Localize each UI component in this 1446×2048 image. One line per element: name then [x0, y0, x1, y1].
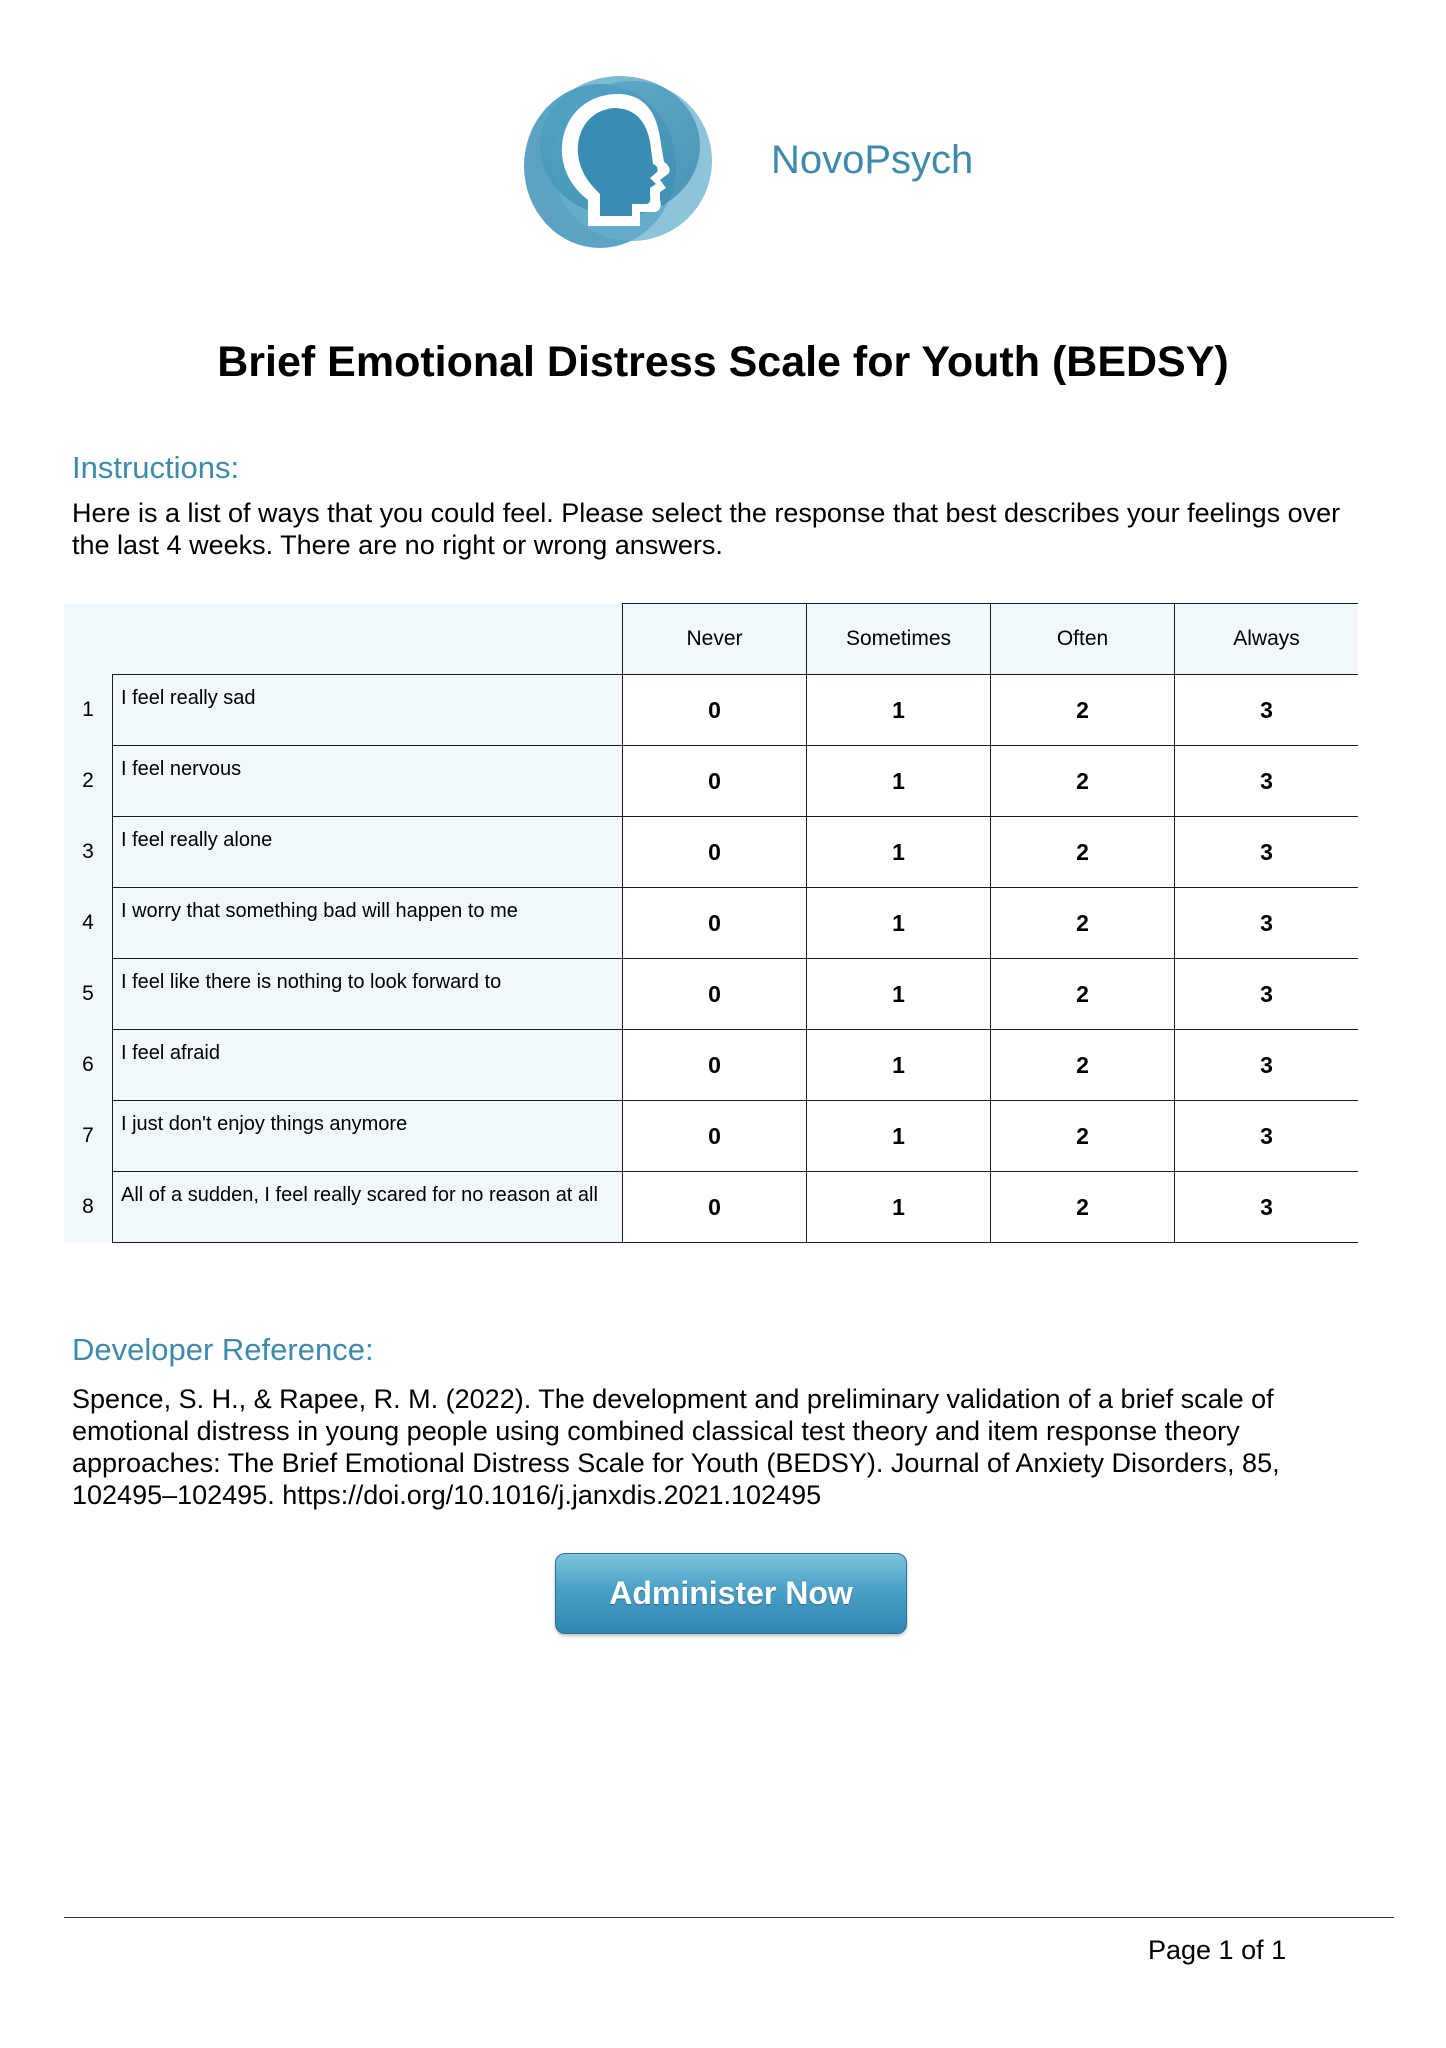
response-option-never[interactable]: 0: [623, 1101, 807, 1172]
response-option-never[interactable]: 0: [623, 1030, 807, 1101]
response-option-sometimes[interactable]: 1: [807, 817, 991, 888]
instructions-heading: Instructions:: [72, 450, 240, 485]
table-row: [64, 1101, 1358, 1172]
response-option-sometimes[interactable]: 1: [807, 888, 991, 959]
scale-table: [64, 603, 1358, 1243]
column-header-always: Always: [1175, 604, 1359, 675]
table-row: [64, 1172, 1358, 1243]
header-blank: [64, 604, 113, 675]
column-header-never: Never: [623, 604, 807, 675]
reference-text: Spence, S. H., & Rapee, R. M. (2022). The development and preliminary validation of a brief scale of emotional distress in young people using combined classical test theory and item response theory approaches: The Brief Emotional Distress Scale for Youth (BEDSY). Journal of Anxiety Disorders, 85, 102495–102495. https://doi.org/10.1016/j.janxdis.2021.102495: [72, 1384, 1280, 1510]
item-number: 4: [64, 888, 113, 959]
page-number: Page 1 of 1: [1148, 1935, 1287, 1965]
response-option-often[interactable]: 2: [991, 1030, 1175, 1101]
novopsych-logo: [520, 66, 715, 252]
table-row: [64, 888, 1358, 959]
response-option-always[interactable]: 3: [1175, 817, 1359, 888]
table-row: [64, 746, 1358, 817]
footer-divider: [64, 1917, 1394, 1918]
response-option-never[interactable]: 0: [623, 675, 807, 746]
item-number: 1: [64, 675, 113, 746]
item-text: I feel nervous: [113, 746, 623, 817]
response-option-often[interactable]: 2: [991, 888, 1175, 959]
response-option-often[interactable]: 2: [991, 675, 1175, 746]
response-option-often[interactable]: 2: [991, 746, 1175, 817]
table-row: [64, 959, 1358, 1030]
column-header-often: Often: [991, 604, 1175, 675]
response-option-always[interactable]: 3: [1175, 1101, 1359, 1172]
response-option-always[interactable]: 3: [1175, 675, 1359, 746]
response-option-sometimes[interactable]: 1: [807, 746, 991, 817]
response-option-always[interactable]: 3: [1175, 1030, 1359, 1101]
item-number: 3: [64, 817, 113, 888]
item-number: 8: [64, 1172, 113, 1243]
response-option-sometimes[interactable]: 1: [807, 959, 991, 1030]
response-option-never[interactable]: 0: [623, 817, 807, 888]
table-header-row: [64, 604, 1358, 675]
instructions-text: Here is a list of ways that you could feel. Please select the response that best describes your feelings over the last 4 weeks. There are no right or wrong answers.: [72, 498, 1341, 560]
item-text: I feel afraid: [113, 1030, 623, 1101]
header-blank: [113, 604, 623, 675]
table-row: [64, 817, 1358, 888]
response-option-always[interactable]: 3: [1175, 1172, 1359, 1243]
response-option-often[interactable]: 2: [991, 1101, 1175, 1172]
item-text: All of a sudden, I feel really scared for no reason at all: [113, 1172, 623, 1243]
item-text: I feel really sad: [113, 675, 623, 746]
item-number: 5: [64, 959, 113, 1030]
response-option-always[interactable]: 3: [1175, 888, 1359, 959]
page-title: Brief Emotional Distress Scale for Youth (BEDSY): [217, 338, 1229, 386]
head-profile-logo-icon: [520, 66, 715, 252]
response-option-sometimes[interactable]: 1: [807, 675, 991, 746]
item-text: I feel really alone: [113, 817, 623, 888]
response-option-sometimes[interactable]: 1: [807, 1172, 991, 1243]
item-text: I feel like there is nothing to look forward to: [113, 959, 623, 1030]
response-option-never[interactable]: 0: [623, 959, 807, 1030]
item-number: 6: [64, 1030, 113, 1101]
response-option-always[interactable]: 3: [1175, 959, 1359, 1030]
item-number: 7: [64, 1101, 113, 1172]
administer-now-button[interactable]: Administer Now: [555, 1553, 907, 1634]
table-row: [64, 1030, 1358, 1101]
item-number: 2: [64, 746, 113, 817]
response-option-often[interactable]: 2: [991, 1172, 1175, 1243]
column-header-sometimes: Sometimes: [807, 604, 991, 675]
response-option-always[interactable]: 3: [1175, 746, 1359, 817]
response-option-sometimes[interactable]: 1: [807, 1101, 991, 1172]
response-option-never[interactable]: 0: [623, 888, 807, 959]
response-option-never[interactable]: 0: [623, 746, 807, 817]
response-option-often[interactable]: 2: [991, 817, 1175, 888]
response-option-never[interactable]: 0: [623, 1172, 807, 1243]
item-text: I just don't enjoy things anymore: [113, 1101, 623, 1172]
brand-name: NovoPsych: [771, 138, 974, 182]
response-option-sometimes[interactable]: 1: [807, 1030, 991, 1101]
item-text: I worry that something bad will happen to me: [113, 888, 623, 959]
response-option-often[interactable]: 2: [991, 959, 1175, 1030]
table-row: [64, 675, 1358, 746]
reference-heading: Developer Reference:: [72, 1332, 374, 1367]
